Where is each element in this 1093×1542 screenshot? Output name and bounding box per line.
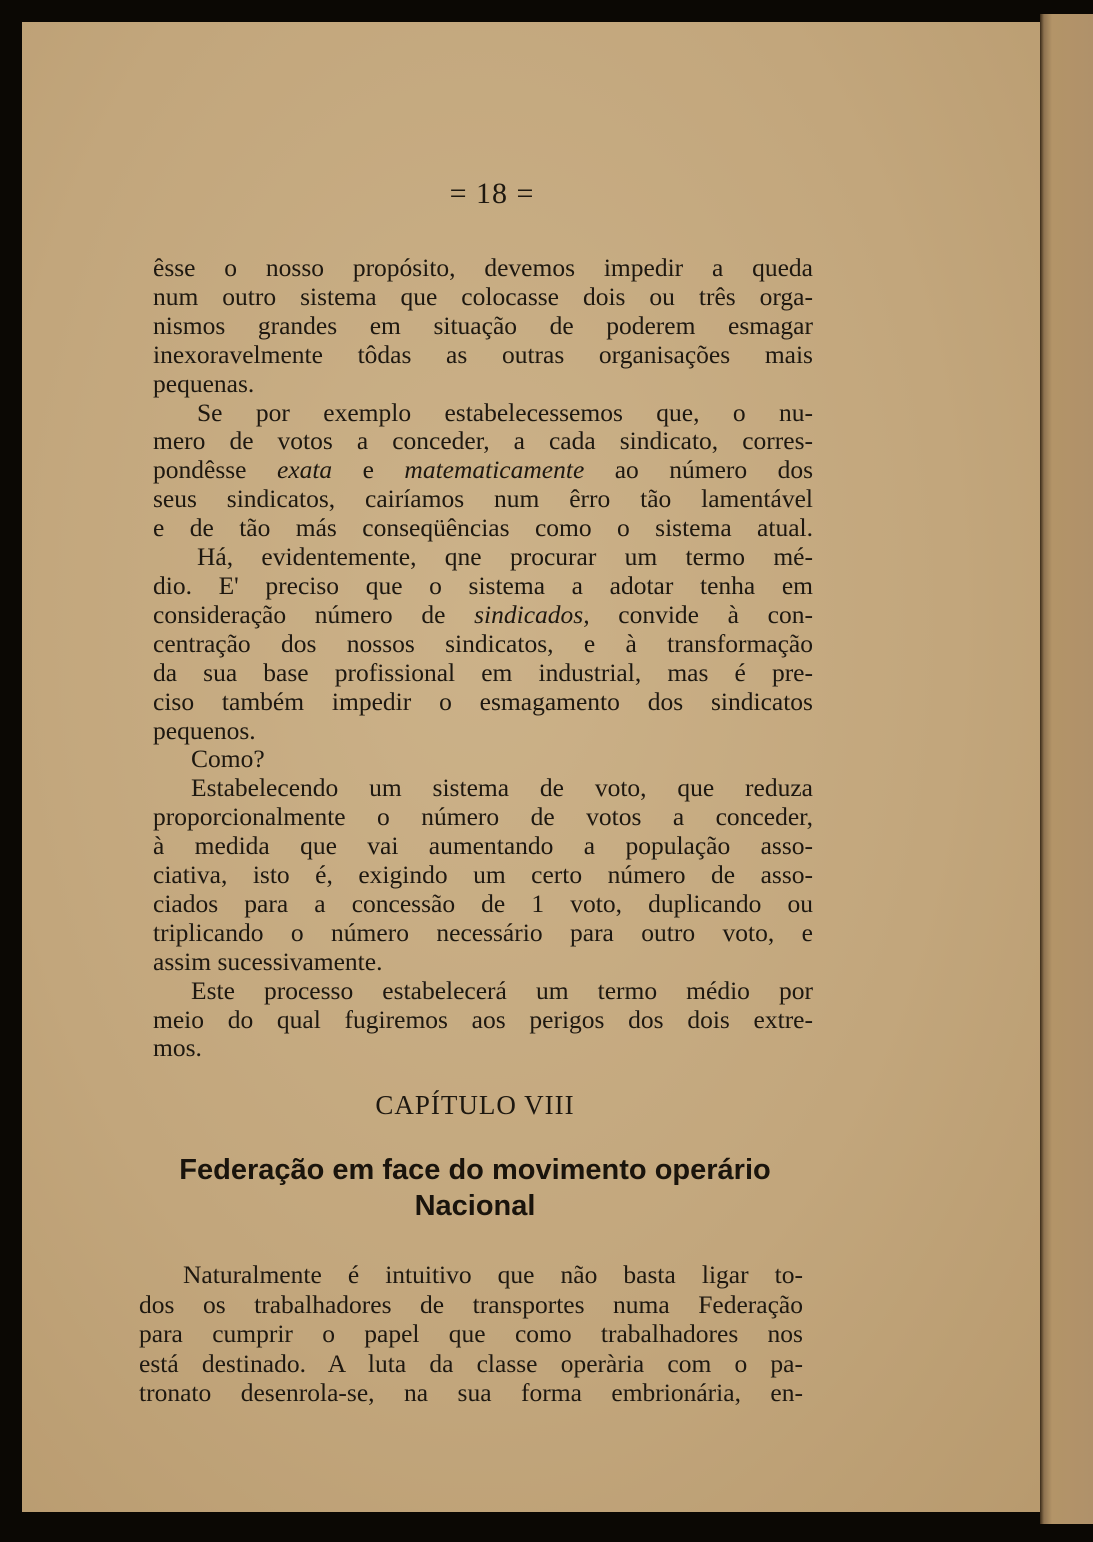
text-line-with-italics: pondêsse exata e matematicamente ao número dos [153,455,814,485]
chapter-title-line: Nacional [414,1190,536,1222]
italic-word: matematicamente [404,455,585,485]
text-line: tronato desenrola-se, na sua forma embrionária, en- [139,1378,803,1407]
text-line: Como? [191,744,265,774]
chapter-title [140,1152,810,1224]
next-page-edge [1040,14,1093,1524]
text-line: à medida que vai aumentando a população asso- [153,831,813,861]
text-line: mos. [153,1033,202,1063]
text-line: inexoravelmente tôdas as outras organisações mais [153,339,813,369]
text-line: ciados para a concessão de 1 voto, duplicando ou [153,888,813,918]
chapter-title-line: Federação em face do movimento operário [179,1154,771,1186]
text-line: êsse o nosso propósito, devemos impedir a queda [153,253,813,282]
text-line: Estabelecendo um sistema de voto, que reduza [191,773,813,803]
book-page [22,22,1040,1512]
text-line: está destinado. A luta da classe operària com o pa- [139,1348,803,1378]
chapter-label: CAPÍTULO VIII [375,1090,575,1120]
text-line: para cumprir o papel que como trabalhadores nos [139,1319,803,1348]
text-line: e de tão más conseqüências como o sistema atual. [153,513,813,543]
text-line: nismos grandes em situação de poderem esmagar [153,310,813,340]
text-line: centração dos nossos sindicatos, e à transformação [153,628,813,658]
text-line: da sua base profissional em industrial, mas é pre- [153,657,813,687]
text-line: Naturalmente é intuitivo que não basta ligar to- [183,1260,803,1289]
text-line: ciso também impedir o esmagamento dos sindicatos [153,686,813,716]
text-line: proporcionalmente o número de votos a conceder, [153,802,813,832]
text-line: ciativa, isto é, exigindo um certo número de asso- [153,860,813,890]
text-line-with-italics: consideração número de sindicados, convide à con- [153,599,813,629]
text-line: pequenas. [153,368,255,398]
page-number: = 18 = [449,177,535,210]
text-line: assim sucessivamente. [153,946,383,976]
text-line: dio. E' preciso que o sistema a adotar tenha em [153,570,813,600]
text-line: dos os trabalhadores de transportes numa Federação [139,1289,803,1319]
italic-word: sindicados, [474,599,590,629]
italic-word: exata [276,455,333,485]
text-line: Este processo estabelecerá um termo médio por [191,975,813,1005]
text-line: triplicando o número necessário para outro voto, e [153,917,813,947]
text-line: Se por exemplo estabelecessemos que, o nu- [197,397,813,427]
body-text-section-1 [153,254,813,1063]
body-text-section-2 [139,1260,803,1408]
text-line: Há, evidentemente, qne procurar um termo mé- [197,542,813,572]
text-line: num outro sistema que colocasse dois ou três orga- [153,281,813,311]
text-line: pequenos. [153,715,256,745]
text-line: mero de votos a conceder, a cada sindicato, corres- [153,426,813,456]
text-line: meio do qual fugiremos aos perigos dos dois extre- [153,1004,813,1034]
text-line: seus sindicatos, cairíamos num êrro tão lamentável [153,484,813,514]
